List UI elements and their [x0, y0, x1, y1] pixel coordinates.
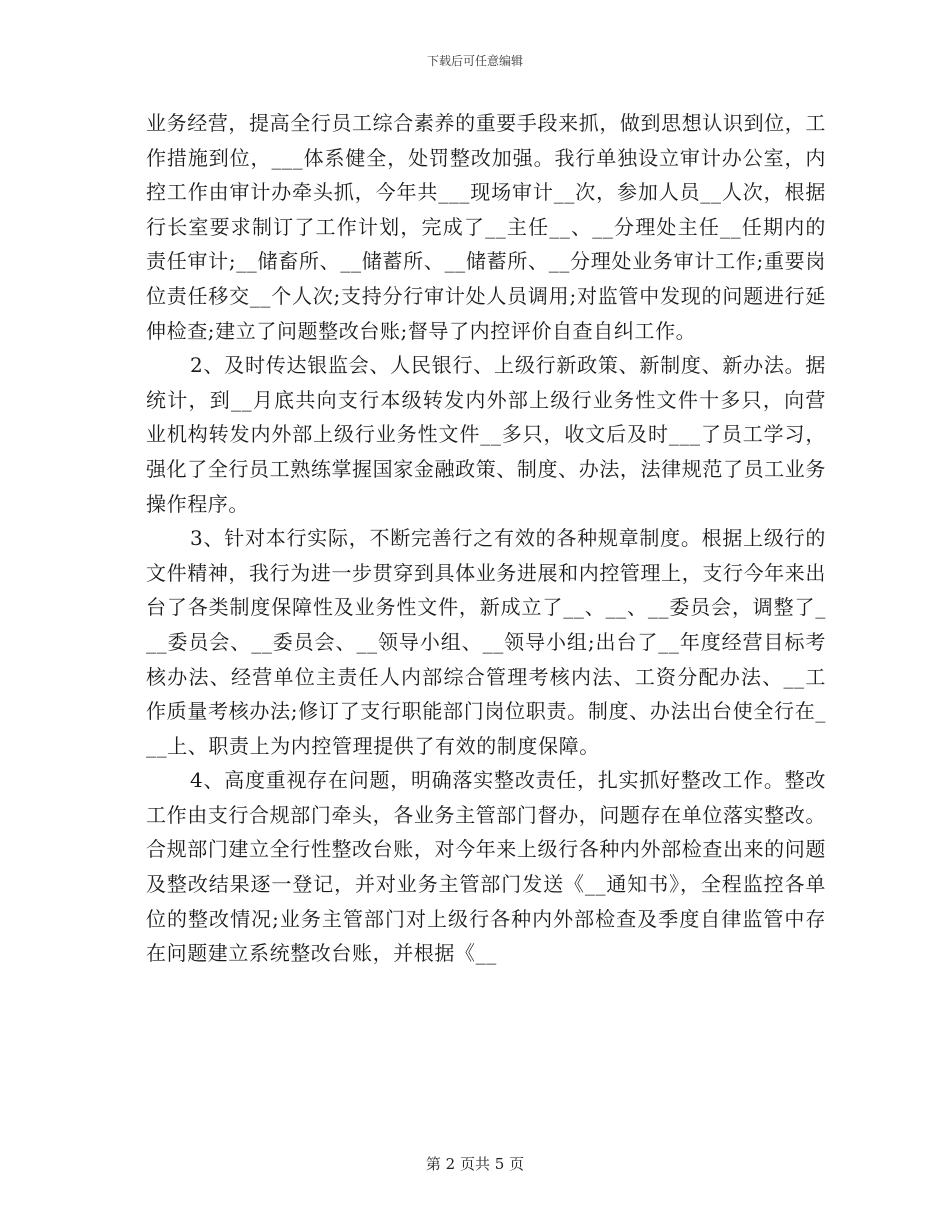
paragraph-1: 业务经营，提高全行员工综合素养的重要手段来抓，做到思想认识到位，工作措施到位，___体系健全，处罚整改加强。我行单独设立审计办公室，内控工作由审计办牵头抓，今年共___现场审计__次，参加人员__人次，根据行长室要求制订了工作计划，完成了__主任__、__分理处主任__任期内的责任审计;__储畜所、__储蓄所、__储蓄所、__分理处业务审计工作;重要岗位责任移交__个人次;支持分行审计处人员调用;对监管中发现的问题进行延伸检查;建立了问题整改台账;督导了内控评价自查自纠工作。: [146, 111, 826, 343]
paragraph-4: 4、高度重视存在问题，明确落实整改责任，扎实抓好整改工作。整改工作由支行合规部门牵头，各业务主管部门督办，问题存在单位落实整改。合规部门建立全行性整改台账，对今年来上级行各种内外部检查出来的问题及整改结果逐一登记，并对业务主管部门发送《__通知书》，全程监控各单位的整改情况;业务主管部门对上级行各种内外部检查及季度自律监管中存在问题建立系统整改台账，并根据《__: [146, 768, 826, 966]
paragraph-2: 2、及时传达银监会、人民银行、上级行新政策、新制度、新办法。据统计，到__月底共向支行本级转发内外部上级行业务性文件十多只，向营业机构转发内外部上级行业务性文件__多只，收文后及时___了员工学习，强化了全行员工熟练掌握国家金融政策、制度、办法，法律规范了员工业务操作程序。: [146, 353, 826, 516]
paragraph-3: 3、针对本行实际，不断完善行之有效的各种规章制度。根据上级行的文件精神，我行为进一步贯穿到具体业务进展和内控管理上，支行今年来出台了各类制度保障性及业务性文件，新成立了__、__、__委员会，调整了___委员会、__委员会、__领导小组、__领导小组;出台了__年度经营目标考核办法、经营单位主责任人内部综合管理考核内法、工资分配办法、__工作质量考核办法;修订了支行职能部门岗位职责。制度、办法出台使全行在___上、职责上为内控管理提供了有效的制度保障。: [146, 526, 826, 758]
page-footer: 第 2 页共 5 页: [425, 1155, 525, 1173]
document-body: [146, 106, 826, 971]
page-header: 下载后可任意编辑: [426, 54, 523, 68]
